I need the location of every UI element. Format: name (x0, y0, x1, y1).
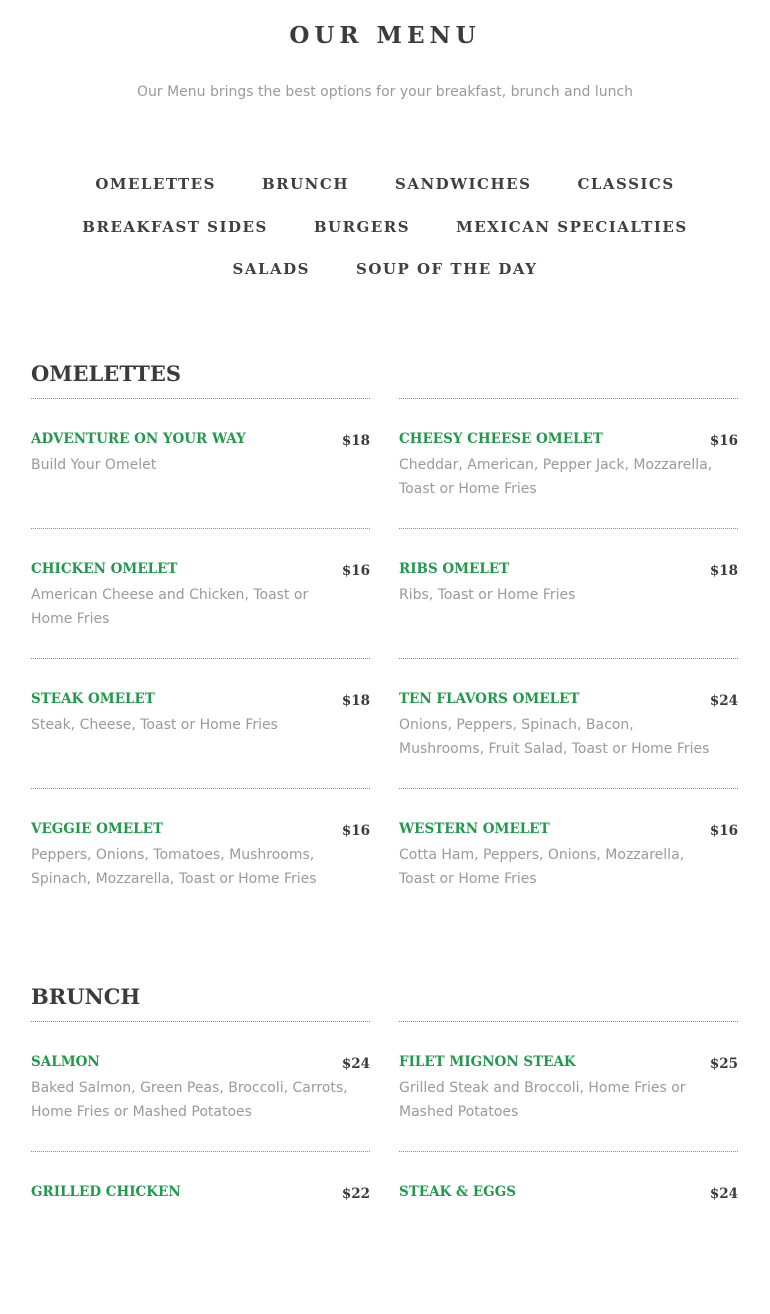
nav-link-classics[interactable]: CLASSICS (577, 175, 675, 193)
nav-link-salads[interactable]: SALADS (232, 260, 310, 278)
item-price: $16 (341, 563, 370, 579)
item-name: GRILLED CHICKEN (31, 1184, 181, 1200)
item-price: $24 (341, 1056, 370, 1072)
item-price: $16 (709, 433, 738, 449)
page-title: OUR MENU (289, 22, 481, 49)
nav-link-omelettes[interactable]: OMELETTES (95, 175, 216, 193)
item-price: $18 (341, 693, 370, 709)
item-description: Build Your Omelet (31, 457, 157, 473)
category-nav (0, 175, 770, 303)
nav-link-breakfast-sides[interactable]: BREAKFAST SIDES (82, 217, 268, 236)
category-nav-row (0, 260, 770, 303)
divider-rule (399, 1021, 738, 1022)
item-price: $22 (341, 1186, 370, 1202)
menu-item (31, 431, 370, 561)
menu-item (31, 691, 370, 821)
item-price: $24 (709, 1186, 738, 1202)
item-name: CHICKEN OMELET (31, 561, 178, 577)
nav-link-mexican-specialties[interactable]: MEXICAN SPECIALTIES (456, 217, 688, 236)
nav-link-brunch[interactable]: BRUNCH (261, 175, 349, 193)
item-name: FILET MIGNON STEAK (399, 1054, 576, 1070)
item-description: Onions, Peppers, Spinach, Bacon, Mushrooms, Fruit Salad, Toast or Home Fries (399, 717, 710, 757)
item-description: Grilled Steak and Broccoli, Home Fries or Mashed Potatoes (399, 1080, 686, 1120)
menu-item (31, 561, 370, 691)
nav-link-burgers[interactable]: BURGERS (313, 217, 411, 236)
item-name: ADVENTURE ON YOUR WAY (31, 431, 246, 447)
item-price: $16 (341, 823, 370, 839)
section-divider (31, 398, 738, 399)
item-description: Cotta Ham, Peppers, Onions, Mozzarella, Toast or Home Fries (399, 847, 685, 887)
section-title: OMELETTES (31, 361, 181, 386)
item-name: TEN FLAVORS OMELET (399, 691, 580, 707)
divider-rule (31, 398, 370, 399)
item-name: STEAK OMELET (31, 691, 155, 707)
item-price: $16 (709, 823, 738, 839)
menu-section-omelettes (31, 363, 738, 951)
item-description: Cheddar, American, Pepper Jack, Mozzarella, Toast or Home Fries (399, 457, 713, 497)
item-price: $18 (709, 563, 738, 579)
page-subtitle: Our Menu brings the best options for your breakfast, brunch and lunch (136, 84, 634, 100)
divider-rule (31, 1021, 370, 1022)
item-name: RIBS OMELET (399, 561, 510, 577)
item-description: American Cheese and Chicken, Toast or Home Fries (31, 587, 309, 627)
divider-rule (399, 398, 738, 399)
nav-link-sandwiches[interactable]: SANDWICHES (395, 175, 532, 193)
item-description: Ribs, Toast or Home Fries (399, 587, 576, 603)
menu-item (399, 1054, 738, 1184)
item-price: $25 (709, 1056, 738, 1072)
item-name: STEAK & EGGS (399, 1184, 516, 1200)
menu-item (399, 431, 738, 561)
item-name: VEGGIE OMELET (31, 821, 163, 837)
item-price: $18 (341, 433, 370, 449)
menu-item (399, 561, 738, 691)
item-name: CHEESY CHEESE OMELET (399, 431, 603, 447)
item-price: $24 (709, 693, 738, 709)
item-description: Baked Salmon, Green Peas, Broccoli, Carrots, Home Fries or Mashed Potatoes (31, 1080, 348, 1120)
item-description: Steak, Cheese, Toast or Home Fries (31, 717, 278, 733)
menu-section-brunch (31, 986, 738, 1314)
section-divider (31, 1021, 738, 1022)
menu-items-grid (31, 431, 738, 951)
menu-item (31, 1054, 370, 1184)
menu-item (399, 821, 738, 951)
menu-items-grid (31, 1054, 738, 1314)
item-description: Peppers, Onions, Tomatoes, Mushrooms, Spinach, Mozzarella, Toast or Home Fries (31, 847, 317, 887)
menu-item (31, 821, 370, 951)
category-nav-row (0, 218, 770, 261)
nav-link-soup-of-the-day[interactable]: SOUP OF THE DAY (355, 260, 538, 278)
item-name: WESTERN OMELET (399, 821, 550, 837)
category-nav-row (0, 175, 770, 218)
section-title: BRUNCH (31, 984, 141, 1009)
menu-item (399, 691, 738, 821)
item-name: SALMON (31, 1054, 100, 1070)
